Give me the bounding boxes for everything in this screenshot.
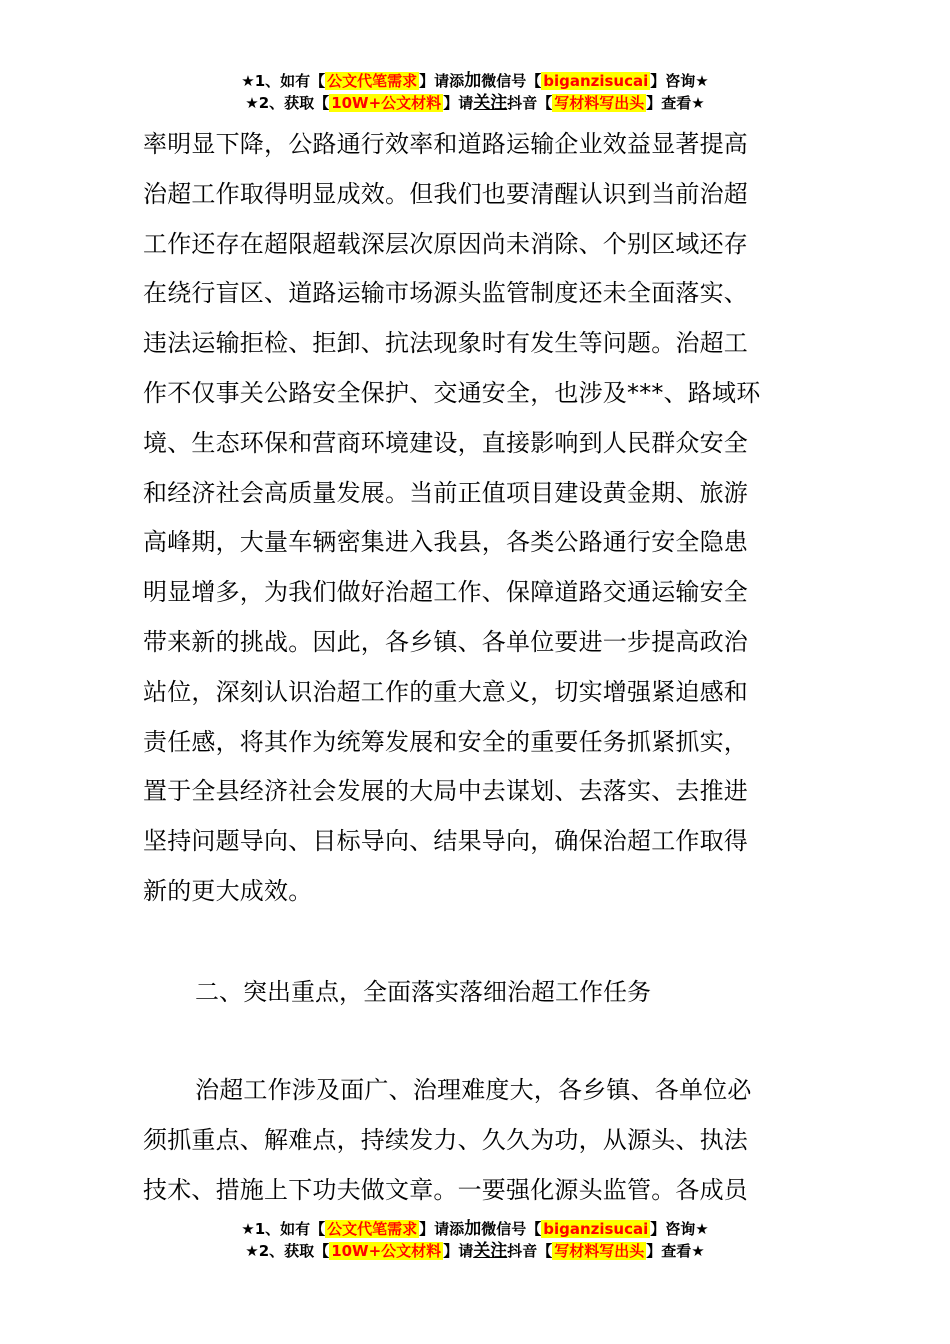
body-paragraph-1 <box>143 120 808 917</box>
promo-banner-top <box>0 70 950 114</box>
highlight-wechat-id: biganzisucai <box>543 72 649 90</box>
text-line: 工作还存在超限超载深层次原因尚未消除、个别区域还存 <box>143 229 748 258</box>
body-paragraph-2 <box>143 1066 808 1215</box>
promo-line-1: ★1、如有【 公文代笔需求 】请添加微信号【 biganzisucai 】咨询★ <box>241 71 709 91</box>
highlight-materials: 10W+公文材料 <box>331 1242 442 1260</box>
text-line: 带来新的挑战。因此，各乡镇、各单位要进一步提高政治 <box>143 627 748 656</box>
text-line: 坚持问题导向、目标导向、结果导向，确保治超工作取得 <box>143 827 748 856</box>
highlight-douyin: 写材料写出头 <box>554 1242 645 1260</box>
text-line: 高峰期，大量车辆密集进入我县，各类公路通行安全隐患 <box>143 528 748 557</box>
section-heading-2: 二、突出重点，全面落实落细治超工作任务 <box>195 978 651 1006</box>
highlight-materials: 10W+公文材料 <box>331 94 442 112</box>
highlight-wechat-id: biganzisucai <box>543 1220 649 1238</box>
text-line: 须抓重点、解难点，持续发力、久久为功，从源头、执法 <box>143 1125 748 1154</box>
text-line: 境、生态环保和营商环境建设，直接影响到人民群众安全 <box>143 428 748 457</box>
text-line: 责任感，将其作为统筹发展和安全的重要任务抓紧抓实， <box>143 727 748 756</box>
text-line: 在绕行盲区、道路运输市场源头监管制度还未全面落实、 <box>143 279 748 308</box>
highlight-service: 公文代笔需求 <box>327 72 418 90</box>
promo-line-2: ★2、获取【 10W+公文材料 】请关注抖音【 写材料写出头 】查看★ <box>245 93 705 113</box>
text-line: 和经济社会高质量发展。当前正值项目建设黄金期、旅游 <box>143 478 748 507</box>
text-line: 技术、措施上下功夫做文章。一要强化源头监管。各成员 <box>143 1175 748 1204</box>
text-line: 率明显下降，公路通行效率和道路运输企业效益显著提高 <box>143 130 748 158</box>
text-line: 作不仅事关公路安全保护、交通安全，也涉及***、路域环 <box>143 378 761 407</box>
promo-banner-bottom <box>0 1218 950 1262</box>
text-line: 治超工作取得明显成效。但我们也要清醒认识到当前治超 <box>143 179 748 208</box>
text-line: 治超工作涉及面广、治理难度大，各乡镇、各单位必 <box>195 1076 752 1104</box>
text-line: 明显增多，为我们做好治超工作、保障道路交通运输安全 <box>143 578 748 607</box>
text-line: 站位，深刻认识治超工作的重大意义，切实增强紧迫感和 <box>143 677 748 706</box>
highlight-douyin: 写材料写出头 <box>554 94 645 112</box>
promo-line-2: ★2、获取【 10W+公文材料 】请关注抖音【 写材料写出头 】查看★ <box>245 1241 705 1261</box>
promo-line-1: ★1、如有【 公文代笔需求 】请添加微信号【 biganzisucai 】咨询★ <box>241 1219 709 1239</box>
text-line: 违法运输拒检、拒卸、抗法现象时有发生等问题。治超工 <box>143 329 748 358</box>
highlight-service: 公文代笔需求 <box>327 1220 418 1238</box>
text-line: 新的更大成效。 <box>143 876 313 905</box>
text-line: 置于全县经济社会发展的大局中去谋划、去落实、去推进 <box>143 777 748 806</box>
